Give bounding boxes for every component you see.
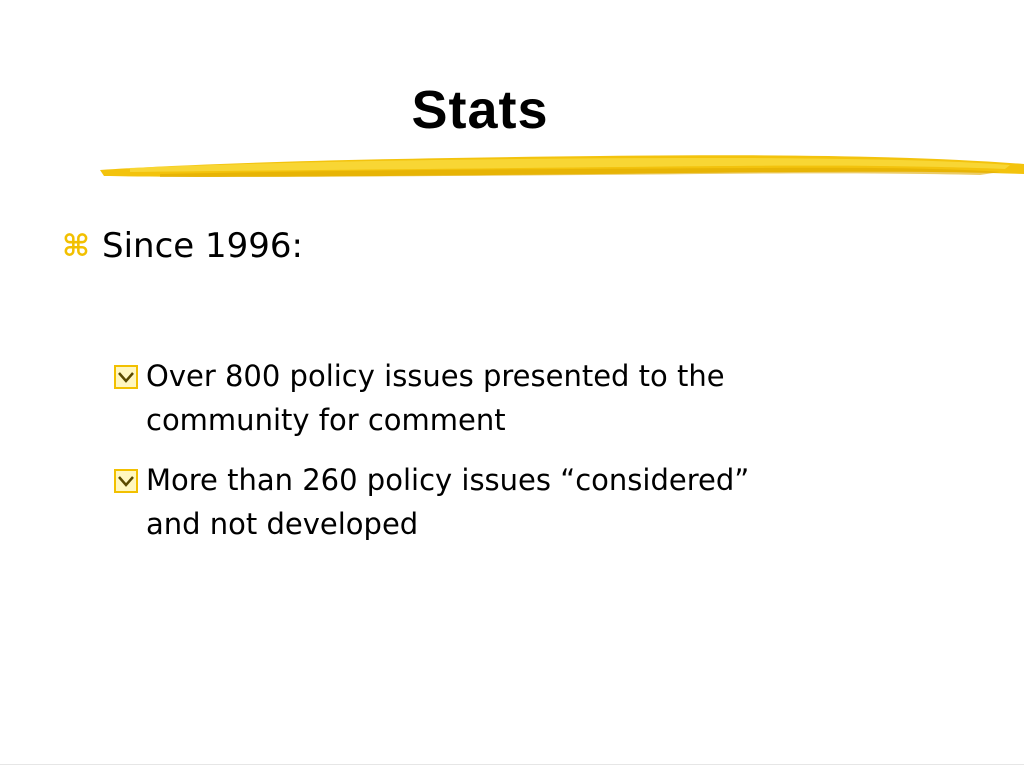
title-underline-brushstroke [100,148,1024,188]
bottom-divider [0,764,1024,765]
checkbox-icon [114,469,138,493]
bullet-level1-text: Since 1996: [102,226,303,266]
bullet-level2 [114,354,894,442]
bullet-text-line2: community for comment [146,403,506,437]
bullet-text-line2: and not developed [146,507,419,541]
bullet-text-line1: More than 260 policy issues “considered” [146,463,750,497]
slide-title: Stats [411,80,549,140]
command-icon: ⌘ [62,229,90,264]
bullet-text-line1: Over 800 policy issues presented to the [146,359,725,393]
bullet-level2 [114,458,894,546]
bullet-level1 [62,222,303,271]
checkbox-icon [114,365,138,389]
